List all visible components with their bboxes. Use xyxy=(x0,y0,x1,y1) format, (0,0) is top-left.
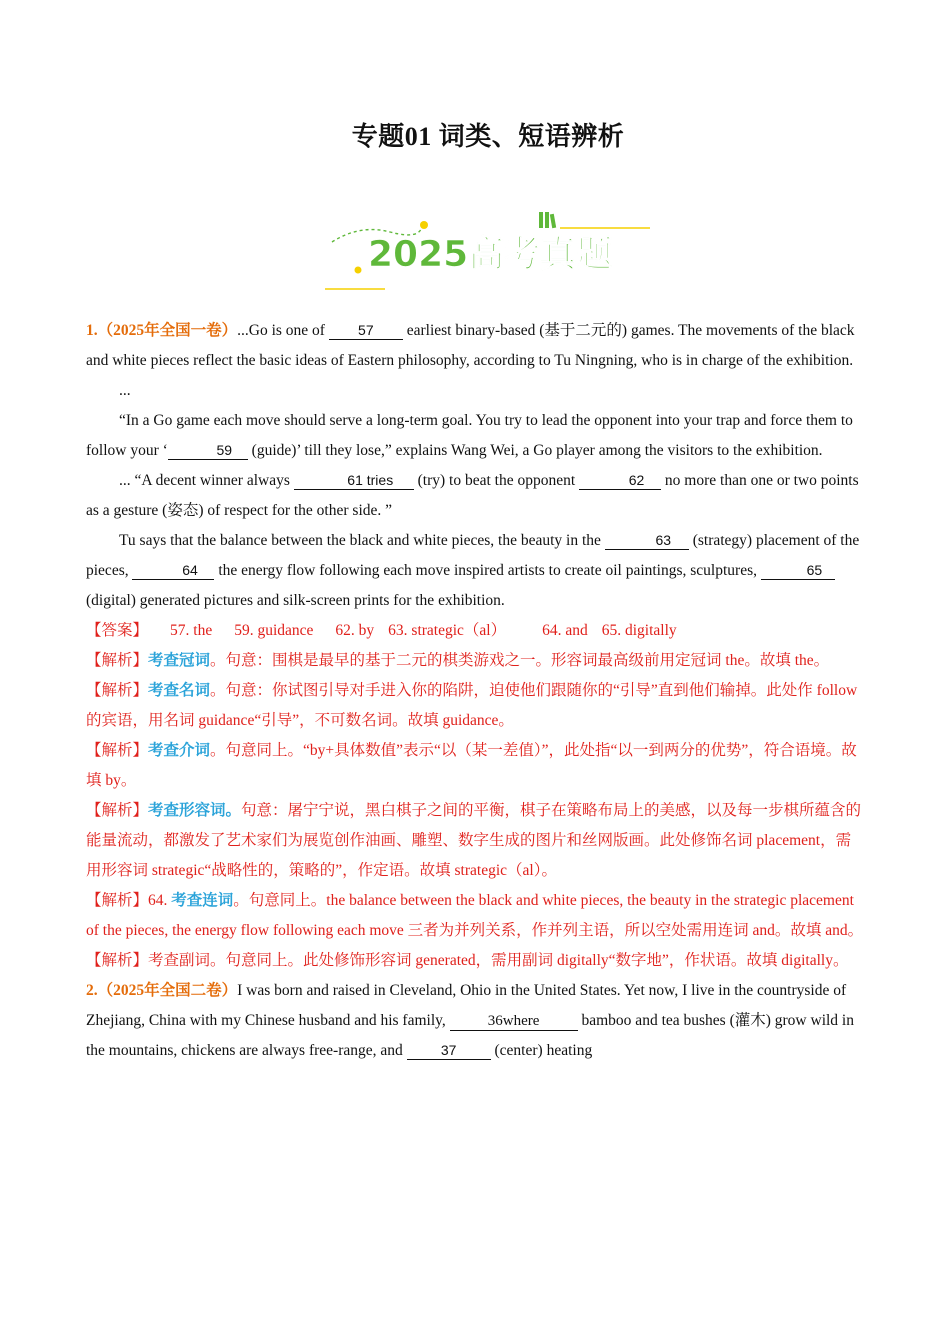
content-area xyxy=(86,316,864,1066)
blank-64: 64 xyxy=(132,561,214,580)
books-icon xyxy=(539,212,556,228)
q1-answers: 【答案】 57. the 59. guidance 62. by 63. strategic（al） 64. and 65. digitally xyxy=(86,622,677,639)
answer-59: 59. guidance xyxy=(234,622,314,639)
answer-65: 65. digitally xyxy=(601,622,677,639)
blank-65: 65 xyxy=(761,561,835,580)
blank-37: 37 xyxy=(407,1041,491,1060)
analysis-64: 【解析】64. 考查连词。句意同上。the balance between the black and white pieces, the beauty in the strategic placement of the pieces, the energy flow following each move 三者为并列关系，作并列主语，所以空处需用连词 and。故填 and。 xyxy=(86,892,864,939)
answer-63: 63. strategic（al） xyxy=(388,622,507,639)
blank-59: 59 xyxy=(168,441,248,460)
answer-57: 57. the xyxy=(170,622,213,639)
yellow-dot-decoration-2 xyxy=(355,267,362,274)
blank-57: 57 xyxy=(329,321,403,340)
answer-64: 64. and xyxy=(542,622,588,639)
blank-63: 63 xyxy=(605,531,689,550)
q1-paragraph-4: Tu says that the balance between the black and white pieces, the beauty in the 63 (strategy) placement of the pieces, 64 the energy flow following each move inspired artists to create oil paintings, sculptures, 65 (digital) generated pictures and silk-screen prints for the exhibition. xyxy=(86,532,860,609)
q1-ellipsis: ... xyxy=(119,382,131,399)
blank-62: 62 xyxy=(579,471,661,490)
analysis-57: 【解析】考查冠词。句意：围棋是最早的基于二元的棋类游戏之一。形容词最高级前用定冠词 the。故填 the。 xyxy=(86,652,830,669)
answer-62: 62. by xyxy=(335,622,375,639)
blank-36: 36where xyxy=(450,1012,578,1031)
banner-text: 2025高考真题 xyxy=(368,234,613,275)
q2-paragraph-1: 2.（2025年全国二卷）I was born and raised in Cleveland, Ohio in the United States. Yet now, I live in the countryside of Zhejiang, China with my Chinese husband and his family, 36where bamboo and tea bushes (灌木) grow wild in the mountains, chickens are always free-range, and 37 (center) heating xyxy=(86,982,854,1059)
page-title: 专题01 词类、短语辨析 xyxy=(351,122,625,151)
blank-61: 61 tries xyxy=(294,471,414,490)
analysis-59: 【解析】考查名词。句意：你试图引导对手进入你的陷阱，迫使他们跟随你的“引导”直到他们输掉。此处作 follow 的宾语，用名词 guidance“引导”，不可数名词。故填 guidance。 xyxy=(86,682,858,729)
analysis-62: 【解析】考查介词。句意同上。“by+具体数值”表示“以（某一差值）”，此处指“以一到两分的优势”，符合语境。故填 by。 xyxy=(86,742,857,789)
analysis-65: 【解析】考查副词。句意同上。此处修饰形容词 generated，需用副词 digitally“数字地”，作状语。故填 digitally。 xyxy=(86,952,849,969)
q1-paragraph-2: “In a Go game each move should serve a long-term goal. You try to lead the opponent into your trap and force them to follow your ‘ 59 (guide)’ till they lose,” explains Wang Wei, a Go player among the visitors to the exhibition. xyxy=(86,412,853,459)
banner-graphic xyxy=(320,204,660,296)
q2-label: 2.（2025年全国二卷） xyxy=(86,982,238,999)
banner-2025-exam xyxy=(320,204,660,296)
analysis-63: 【解析】考查形容词。句意：屠宁宁说，黑白棋子之间的平衡，棋子在策略布局上的美感，以及每一步棋所蕴含的能量流动，都激发了艺术家们为展览创作油画、雕塑、数字生成的图片和丝网版画。此处修饰名词 placement，需用形容词 strategic“战略性的，策略的”，作定语。故填 strategic（al）。 xyxy=(86,802,862,879)
q1-paragraph-1: 1.（2025年全国一卷）...Go is one of 57 earliest binary-based (基于二元的) games. The movements of the black and white pieces reflect the basic ideas of Eastern philosophy, according to Tu Ningning, who is in charge of the exhibition. xyxy=(86,322,855,369)
q1-label: 1.（2025年全国一卷） xyxy=(86,322,238,339)
yellow-dot-decoration xyxy=(420,221,428,229)
q1-paragraph-3: ... “A decent winner always 61 tries (try) to beat the opponent 62 no more than one or two points as a gesture (姿态) of respect for the other side. ” xyxy=(86,472,859,519)
